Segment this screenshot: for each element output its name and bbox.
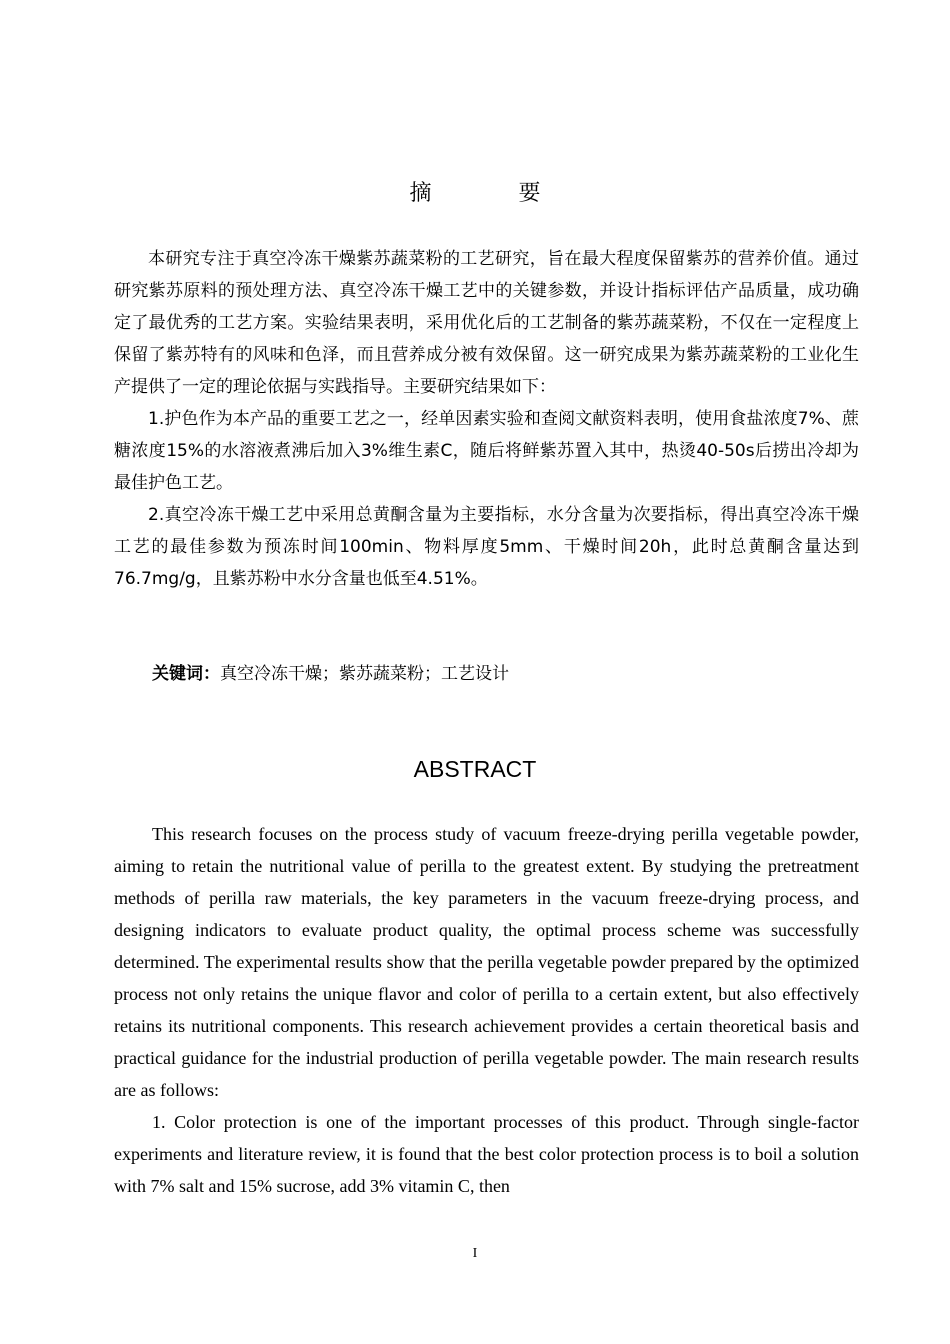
english-abstract-title: ABSTRACT [413, 756, 537, 782]
page-number: I [472, 1246, 478, 1261]
english-paragraph-intro: This research focuses on the process study of vacuum freeze-drying perilla vegetable powder, aiming to retain the nutritional value of perilla to the greatest extent. By studying the pretreatment methods of perilla raw materials, the key parameters in the vacuum freeze-drying process, and designing indicators to evaluate product quality, the optimal process scheme was successfully determined. The experimental results show that the perilla vegetable powder prepared by the optimized process not only retains the unique flavor and color of perilla to a certain extent, but also effectively retains its nutritional components. This research achievement provides a certain theoretical basis and practical guidance for the industrial production of perilla vegetable powder. The main research results are as follows: [114, 824, 859, 1100]
keywords-text: 真空冷冻干燥；紫苏蔬菜粉；工艺设计 [220, 664, 509, 684]
chinese-abstract-body [114, 243, 859, 595]
chinese-paragraph-result-1: 1.护色作为本产品的重要工艺之一，经单因素实验和查阅文献资料表明，使用食盐浓度7%、蔗糖浓度15%的水溶液煮沸后加入3%维生素C，随后将鲜紫苏置入其中，热烫40-50s后捞出冷却为最佳护色工艺。 [114, 409, 859, 493]
keywords-label: 关键词： [152, 664, 220, 684]
chinese-keywords [152, 658, 852, 690]
chinese-abstract-title: 摘 要 [409, 181, 581, 206]
chinese-paragraph-result-2: 2.真空冷冻干燥工艺中采用总黄酮含量为主要指标，水分含量为次要指标，得出真空冷冻干燥工艺的最佳参数为预冻时间100min、物料厚度5mm、干燥时间20h，此时总黄酮含量达到76.7mg/g，且紫苏粉中水分含量也低至4.51%。 [114, 505, 859, 589]
english-paragraph-result-1: 1. Color protection is one of the important processes of this product. Through single-factor experiments and literature review, it is found that the best color protection process is to boil a solution with 7% salt and 15% sucrose, add 3% vitamin C, then [114, 1112, 859, 1196]
english-abstract-body [114, 818, 859, 1202]
chinese-paragraph-intro: 本研究专注于真空冷冻干燥紫苏蔬菜粉的工艺研究，旨在最大程度保留紫苏的营养价值。通过研究紫苏原料的预处理方法、真空冷冻干燥工艺中的关键参数，并设计指标评估产品质量，成功确定了最优秀的工艺方案。实验结果表明，采用优化后的工艺制备的紫苏蔬菜粉，不仅在一定程度上保留了紫苏特有的风味和色泽，而且营养成分被有效保留。这一研究成果为紫苏蔬菜粉的工业化生产提供了一定的理论依据与实践指导。主要研究结果如下： [114, 249, 859, 397]
